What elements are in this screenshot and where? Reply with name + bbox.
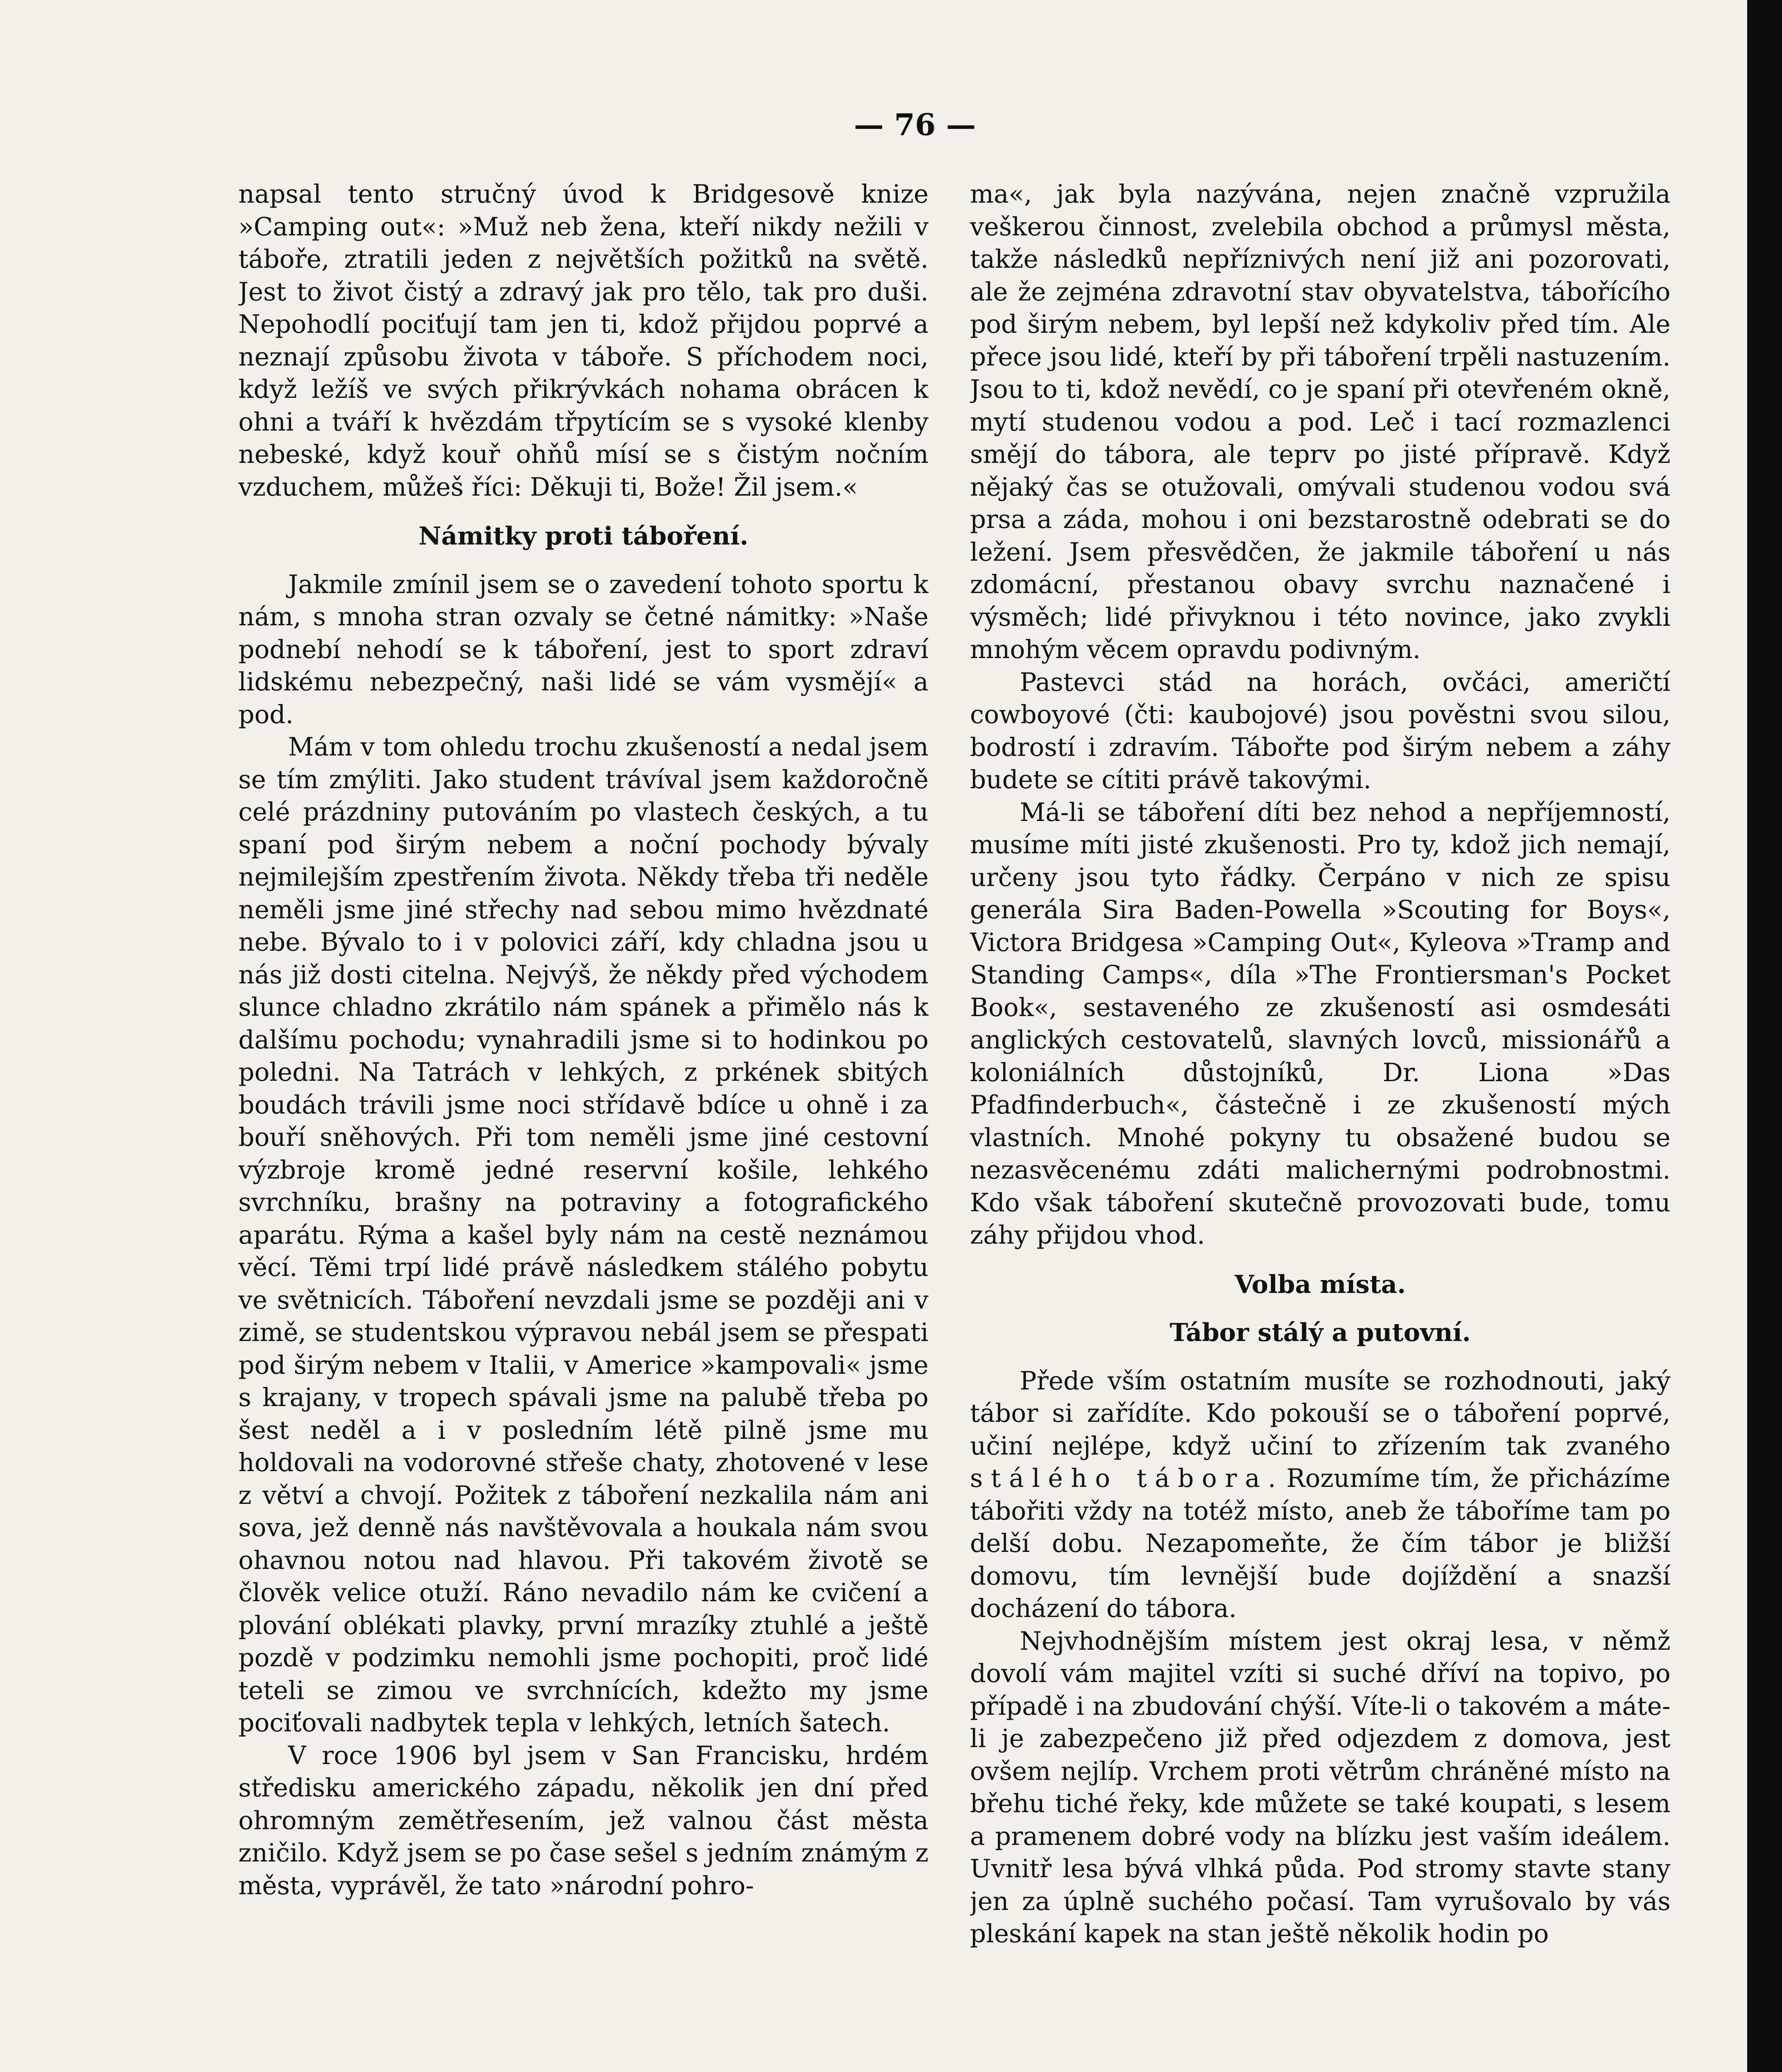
intro-paragraph: napsal tento stručný úvod k Bridgesově knize »Camping out«: »Muž neb žena, kteří nikdy nežili v táboře, ztratili jeden z největších požitků na světě. Jest to život čistý a zdravý jak pro tělo, tak pro duši. Nepohodlí pociťují tam jen ti, kdož přijdou poprvé a neznají způsobu života v táboře. S příchodem noci, když ležíš ve svých přikrývkách nohama obrácen k ohni a tváří k hvězdám třpytícím se s vysoké klenby nebeské, když kouř ohňů mísí se s čistým nočním vzduchem, můžeš říci: Děkuji ti, Bože! Žil jsem.« [238,180,929,502]
paragraph: V roce 1906 byl jsem v San Francisku, hrdém středisku amerického západu, několik jen dní před ohromným zemětřesením, jež valnou část města zničilo. Když jsem se po čase sešel s jedním známým z města, vyprávěl, že tato »národní pohro- [238,1741,929,1900]
paragraph: Jakmile zmínil jsem se o zavedení tohoto sportu k nám, s mnoha stran ozvaly se četné námitky: »Naše podnebí nehodí se k táboření, jest to sport zdraví lidskému nebezpečný, naši lidé se vám vysmějí« a pod. [238,570,929,729]
section-heading-objections: Námitky proti táboření. [418,522,749,551]
section-heading-site-choice: Volba místa. [1234,1270,1406,1299]
paragraph: Má-li se táboření díti bez nehod a nepříjemností, musíme míti jisté zkušenosti. Pro ty, kdož jich nemají, určeny jsou tyto řádky. Čerpáno v nich ze spisu generála Sira Baden-Powella »Scouting for Boys«, Victora Bridgesa »Camping Out«, Kyleova »Tramp and Standing Camps«, díla »The Frontiersman's Pocket Book«, sestaveného ze zkušeností asi osmdesáti anglických cestovatelů, slavných lovců, missionářů a koloniálních důstojníků, Dr. Liona »Das Pfadfinderbuch«, částečně i ze zkušeností mých vlastních. Mnohé pokyny tu obsažené budou se nezasvěcenému zdáti malichernými podrobnostmi. Kdo však táboření skutečně provozovati bude, tomu záhy přijdou vhod. [970,798,1670,1250]
spaced-term: stálého tábora [970,1464,1268,1493]
page-number: — 76 — [854,107,976,142]
paragraph: Mám v tom ohledu trochu zkušeností a nedal jsem se tím zmýliti. Jako student trávíval jsem každoročně celé prázdniny putováním po vlastech českých, a tu spaní pod širým nebem a noční pochody bývaly nejmilejším zpestřením života. Někdy třeba tři neděle neměli jsme jiné střechy nad sebou mimo hvězdnaté nebe. Bývalo to i v polovici září, kdy chladna jsou u nás již dosti citelna. Nejvýš, že někdy před východem slunce chladno zkrátilo nám spánek a přimělo nás k dalšímu pochodu; vynahradili jsme si to hodinkou po poledni. Na Tatrách v lehkých, z prkének sbitých boudách trávili jsme noci střídavě bdíce u ohně i za bouří sněhových. Při tom neměli jsme jiné cestovní výzbroje kromě jedné reservní košile, lehkého svrchníku, brašny na potraviny a fotografického aparátu. Rýma a kašel byly nám na cestě neznámou věcí. Těmi trpí lidé právě následkem stálého pobytu ve světnicích. Táboření nevzdali jsme se později ani v zimě, se studentskou výpravou nebál jsem se přespati pod širým nebem v Italii, v Americe »kampovali« jsme s krajany, v tropech spávali jsme na palubě třeba po šest neděl a i v posledním létě pilně jsme mu holdovali na vodorovné střeše chaty, zhotovené v lese z větví a chvojí. Požitek z táboření nezkalila nám ani sova, jež denně nás navštěvovala a houkala nám svou ohavnou notou nad hlavou. Při takovém životě se člověk velice otuží. Ráno nevadilo nám ke cvičení a plování oblékati plavky, první mrazíky ztuhlé a ještě pozdě v podzimku nemohli jsme pochopiti, proč lidé teteli se zimou ve svrchnících, kdežto my jsme pociťovali nadbytek tepla v lehkých, letních šatech. [238,733,929,1738]
paragraph: ma«, jak byla nazývána, nejen značně vzpružila veškerou činnost, zvelebila obchod a průmysl města, takže následků nepříznivých není již ani pozorovati, ale že zejména zdravotní stav obyvatelstva, tábořícího pod širým nebem, byl lepší než kdykoliv před tím. Ale přece jsou lidé, kteří by při táboření trpěli nastuzením. Jsou to ti, kdož nevědí, co je spaní při otevřeném okně, mytí studenou vodou a pod. Leč i tací rozmazlenci smějí do tábora, ale teprv po jisté přípravě. Když nějaký čas se otužovali, omývali studenou vodou svá prsa a záda, mohou i oni bezstarostně odebrati se do ležení. Jsem přesvědčen, že jakmile táboření u nás zdomácní, přestanou obavy svrchu naznačené i výsměch; lidé přivyknou i této novince, jako zvykli mnohým věcem opravdu podivným. [970,180,1670,664]
left-column [238,178,929,2072]
scan-border-right [1747,0,1782,2072]
paragraph: Pastevci stád na horách, ovčáci, američtí cowboyové (čti: kaubojové) jsou pověstni svou silou, bodrostí i zdravím. Tábořte pod širým nebem a záhy budete se cítiti právě takovými. [970,668,1670,794]
paragraph-text: Přede vším ostatním musíte se rozhodnouti, jaký tábor si zařídíte. Kdo pokouší se o táboření poprvé, učiní nejlépe, když učiní to zřízením tak zvaného [970,1366,1670,1461]
paragraph-text: . Rozumíme tím, že přicházíme tábořiti vždy na totéž místo, aneb že táboříme tam po delší dobu. Nezapomeňte, že čím tábor je bližší domovu, tím levnější bude dojíždění a snazší docházení do tábora. [970,1464,1670,1623]
paragraph [970,1365,1670,1625]
paragraph: Nejvhodnějším místem jest okraj lesa, v němž dovolí vám majitel vzíti si suché dříví na topivo, po případě i na zbudování chýší. Víte-li o takovém a máte-li je zabezpečeno již před odjezdem z domova, jest ovšem nejlíp. Vrchem proti větrům chráněné místo na břehu tiché řeky, kde můžete se také koupati, s lesem a pramenem dobré vody na blízku jest vaším ideálem. Uvnitř lesa bývá vlhká půda. Pod stromy stavte stany jen za úplně suchého počasí. Tam vyrušovalo by vás pleskání kapek na stan ještě několik hodin po [970,1627,1670,1949]
subsection-heading-camp-types: Tábor stálý a putovní. [1169,1318,1471,1347]
right-column [970,178,1670,2072]
